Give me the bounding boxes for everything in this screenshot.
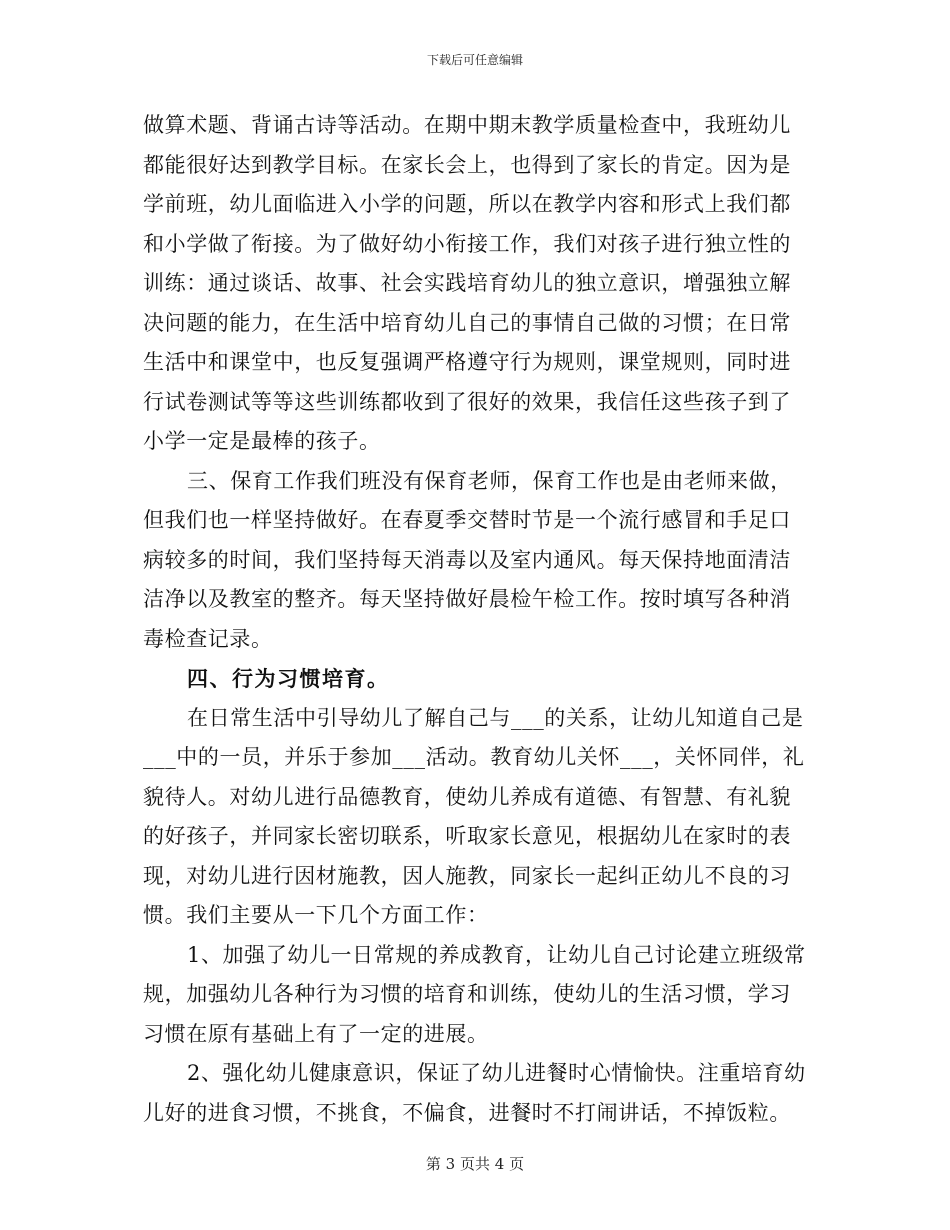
text-line: 但我们也一样坚持做好。在春夏季交替时节是一个流行感冒和手足口 (143, 508, 791, 532)
text-line: 三、保育工作我们班没有保育老师，保育工作也是由老师来做， (187, 468, 792, 493)
text-line: ___中的一员，并乐于参加___活动。教育幼儿关怀___，关怀同伴，礼 (143, 745, 805, 769)
document-body (143, 106, 808, 1133)
text-line: 训练：通过谈话、故事、社会实践培育幼儿的独立意识，增强独立解 (143, 271, 791, 295)
text-line: 行试卷测试等等这些训练都收到了很好的效果，我信任这些孩子到了 (143, 389, 791, 414)
page-footer: 第 3 页共 4 页 (425, 1155, 525, 1173)
text-line: 在日常生活中引导幼儿了解自己与___的关系，让幼儿知道自己是 (187, 705, 804, 730)
text-line: 病较多的时间，我们坚持每天消毒以及室内通风。每天保持地面清洁 (143, 547, 791, 572)
text-line: 1、加强了幼儿一日常规的养成教育，让幼儿自己讨论建立班级常 (187, 942, 806, 967)
text-line: 习惯在原有基础上有了一定的进展。 (143, 1021, 489, 1046)
text-line: 小学一定是最棒的孩子。 (143, 429, 381, 453)
text-line: 儿好的进食习惯，不挑食，不偏食，进餐时不打闹讲话，不掉饭粒。 (143, 1100, 791, 1125)
section-heading: 四、行为习惯培育。 (187, 666, 390, 691)
text-line: 貌待人。对幼儿进行品德教育，使幼儿养成有道德、有智慧、有礼貌 (143, 784, 791, 809)
text-line: 的好孩子，并同家长密切联系，听取家长意见，根据幼儿在家时的表 (143, 824, 791, 848)
page-header: 下载后可任意编辑 (426, 53, 523, 67)
text-line: 和小学做了衔接。为了做好幼小衔接工作，我们对孩子进行独立性的 (143, 231, 791, 256)
text-line: 毒检查记录。 (143, 626, 273, 651)
text-line: 规，加强幼儿各种行为习惯的培育和训练，使幼儿的生活习惯，学习 (143, 982, 791, 1006)
text-line: 2、强化幼儿健康意识，保证了幼儿进餐时心情愉快。注重培育幼 (187, 1061, 806, 1085)
text-line: 洁净以及教室的整齐。每天坚持做好晨检午检工作。按时填写各种消 (143, 587, 791, 611)
text-line: 生活中和课堂中，也反复强调严格遵守行为规则，课堂规则，同时进 (143, 350, 791, 374)
text-line: 学前班，幼儿面临进入小学的问题，所以在教学内容和形式上我们都 (143, 192, 791, 216)
text-line: 都能很好达到教学目标。在家长会上，也得到了家长的肯定。因为是 (143, 152, 791, 177)
text-line: 现，对幼儿进行因材施教，因人施教，同家长一起纠正幼儿不良的习 (143, 863, 791, 888)
text-line: 做算术题、背诵古诗等活动。在期中期末教学质量检查中，我班幼儿 (143, 113, 791, 137)
text-line: 决问题的能力，在生活中培育幼儿自己的事情自己做的习惯；在日常 (143, 310, 791, 335)
text-line: 惯。我们主要从一下几个方面工作： (143, 903, 489, 927)
